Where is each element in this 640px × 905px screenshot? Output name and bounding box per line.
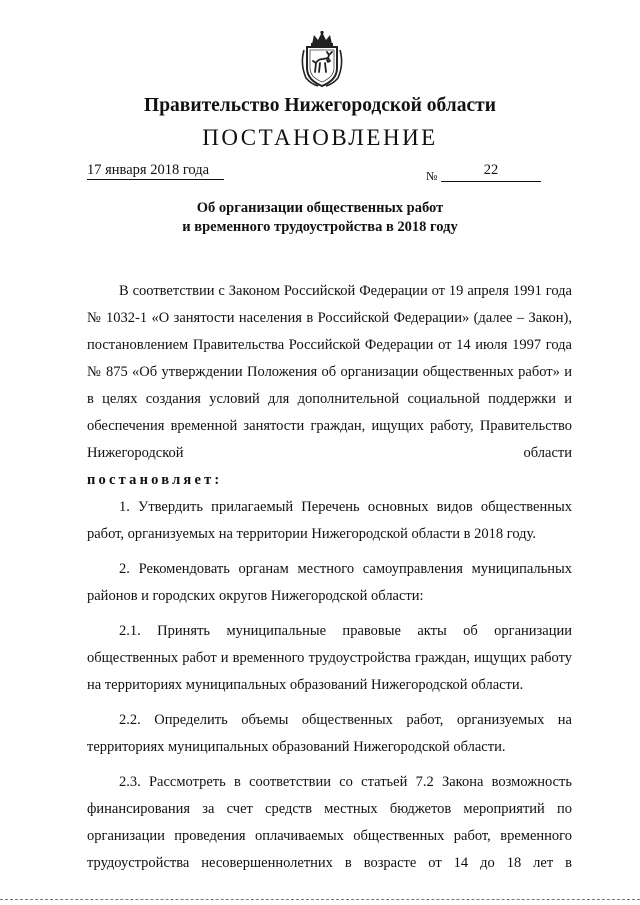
paragraph-2: 2. Рекомендовать органам местного самоуправления муниципальных районов и городских округов Нижегородской области: (87, 561, 572, 604)
document-subject (0, 199, 640, 237)
document-number: 22 (483, 162, 499, 178)
document-body (87, 278, 572, 877)
preamble-paragraph: В соответствии с Законом Российской Федерации от 19 апреля 1991 года № 1032-1 «О занятости населения в Российской Федерации» (далее – Закон), постановлением Правительства Российской Федерации от 14 июля 1997 года № 875 «Об утверждении Положения об организации общественных работ» и в целях создания условий для дополнительной социальной поддержки и обеспечения временной занятости граждан, ищущих работу, Правительство Нижегородской области (87, 283, 572, 461)
paragraph-1: 1. Утвердить прилагаемый Перечень основных видов общественных работ, организуемых на территории Нижегородской области в 2018 году. (87, 499, 572, 542)
paragraph-2-1: 2.1. Принять муниципальные правовые акты об организации общественных работ и временного трудоустройства граждан, ищущих работу на территориях муниципальных образований Нижегородской области. (87, 623, 572, 693)
page-bottom-edge (0, 899, 640, 900)
resolves-word: постановляет: (87, 472, 223, 488)
document-date: 17 января 2018 года (87, 162, 210, 178)
date-underline (87, 179, 224, 180)
government-title: Правительство Нижегородской области (144, 95, 496, 116)
document-type-title: ПОСТАНОВЛЕНИЕ (202, 125, 438, 150)
subject-line-1: Об организации общественных работ (196, 200, 444, 216)
number-underline (441, 181, 541, 182)
paragraph-2-2: 2.2. Определить объемы общественных работ, организуемых на территориях муниципальных образований Нижегородской области. (87, 712, 572, 755)
subject-line-2: и временного трудоустройства в 2018 году (182, 219, 458, 235)
number-sign: № (426, 169, 438, 183)
coat-of-arms-icon (298, 30, 346, 88)
paragraph-2-3: 2.3. Рассмотреть в соответствии со статьей 7.2 Закона возможность финансирования за счет средств местных бюджетов мероприятий по организации проведения оплачиваемых общественных работ, временного трудоустройства несовершеннолетних в возрасте от 14 до 18 лет в (87, 774, 572, 871)
